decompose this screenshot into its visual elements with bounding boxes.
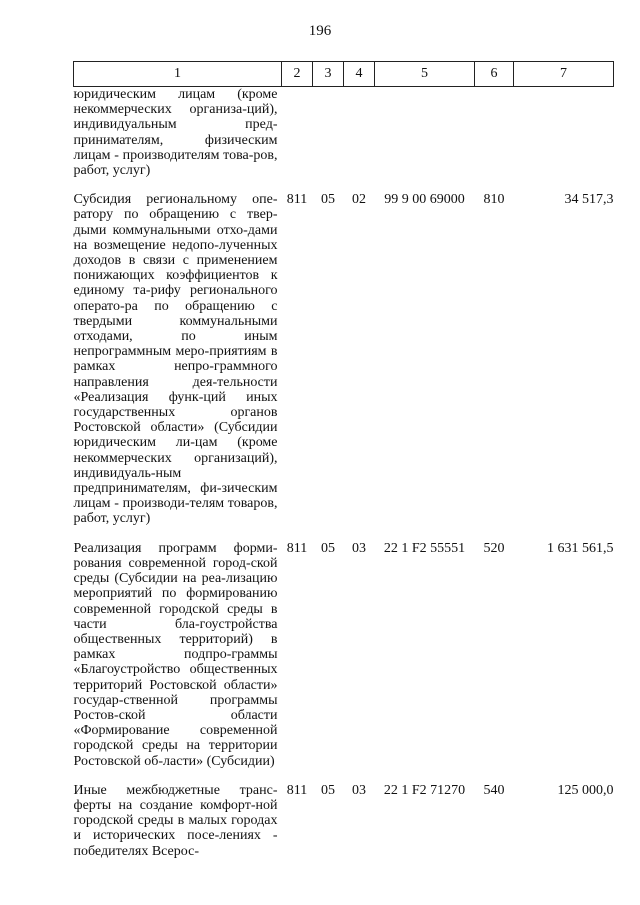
row-description: Реализация программ форми-рования современной город-ской среды (Субсидии на реа-лизацию мероприятий по формированию современной городской среды в части бла-гоустройства общественных территорий) в рамках подпро-граммы «Благоустройство общественных территорий Ростовской области» государ-ственной программы Ростов-ской области «Формирование современной городской среды на территории Ростовской об-ласти» (Субсидии): [73, 540, 278, 769]
table-row: [74, 783, 614, 859]
row-admin-code: [282, 87, 313, 179]
row-subsection-code: 02: [352, 192, 366, 208]
row-target-code: 22 1 F2 71270: [383, 782, 466, 798]
row-admin-code: 811: [286, 782, 308, 798]
row-description: юридическим лицам (кроме некоммерческих организа-ций), индивидуальным пред-принимателям, физическим лицам - производителям това-ров, работ, услуг): [73, 87, 278, 179]
row-target-code: 99 9 00 69000: [384, 192, 465, 208]
row-spacer: [74, 527, 614, 541]
row-admin-code: 811: [286, 540, 308, 556]
column-header-7: 7: [514, 62, 614, 87]
column-header-2: 2: [282, 62, 313, 87]
row-subsection-code: [344, 87, 375, 179]
row-section-code: 05: [321, 782, 335, 798]
row-spacer: [74, 178, 614, 192]
row-section-code: [313, 87, 344, 179]
row-target-code: 22 1 F2 55551: [383, 540, 466, 556]
row-subsection-code: 03: [352, 540, 366, 556]
row-spacer: [74, 769, 614, 783]
row-section-code: 05: [321, 192, 335, 208]
header-row: [74, 62, 614, 87]
table-row: [74, 192, 614, 526]
column-header-6: 6: [475, 62, 514, 87]
row-section-code: 05: [321, 540, 335, 556]
row-type-code: 540: [483, 782, 505, 798]
row-target-code: [375, 87, 475, 179]
column-header-4: 4: [344, 62, 375, 87]
row-subsection-code: 03: [352, 782, 366, 798]
row-admin-code: 811: [286, 192, 308, 208]
row-description: Субсидия региональному опе-ратору по обращению с твер-дыми коммунальными отхо-дами на возмещение недопо-лученных доходов в связи с применением понижающих коэффициентов к единому та-рифу регионального операто-ра по обращению с твердыми коммунальными отходами, по иным непрограммным меро-приятиям в рамках непро-граммного направления дея-тельности «Реализация функ-ций иных государственных органов Ростовской области» (Субсидии юридическим ли-цам (кроме некоммерческих организаций), индивидуаль-ным предпринимателям, фи-зическим лицам - производи-телям товаров, работ, услуг): [73, 192, 278, 527]
column-header-3: 3: [313, 62, 344, 87]
table-row: [74, 87, 614, 179]
column-header-1: 1: [74, 62, 282, 87]
budget-table: [73, 61, 614, 859]
row-description: Иные межбюджетные транс-ферты на создание комфорт-ной городской среды в малых городах и исторических посе-лениях - победителях Всерос-: [73, 782, 278, 859]
table-row: [74, 541, 614, 769]
row-type-code: 520: [483, 540, 505, 556]
row-type-code: [475, 87, 514, 179]
column-header-5: 5: [375, 62, 475, 87]
row-amount: [514, 87, 614, 179]
page-number: 196: [308, 23, 332, 39]
row-amount: 34 517,3: [564, 192, 614, 208]
row-type-code: 810: [483, 192, 505, 208]
row-amount: 1 631 561,5: [547, 540, 614, 556]
row-amount: 125 000,0: [557, 782, 614, 798]
